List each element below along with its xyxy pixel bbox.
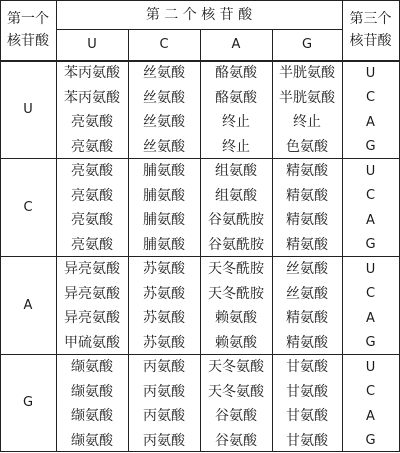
amino-acid-cell: 苯丙氨酸 bbox=[56, 61, 128, 86]
amino-acid-cell: 缬氨酸 bbox=[56, 380, 128, 405]
first-base-header-line: 核苷酸 bbox=[7, 30, 49, 52]
third-base-label: A bbox=[342, 306, 399, 331]
amino-acid-cell: 异亮氨酸 bbox=[56, 257, 128, 282]
amino-acid-cell: 亮氨酸 bbox=[56, 110, 128, 135]
amino-acid-cell: 酪氨酸 bbox=[200, 86, 272, 111]
amino-acid-cell: 丙氨酸 bbox=[128, 404, 200, 429]
amino-acid-cell: 亮氨酸 bbox=[56, 159, 128, 184]
third-base-header bbox=[342, 2, 399, 58]
amino-acid-cell: 丙氨酸 bbox=[128, 380, 200, 405]
amino-acid-cell: 天冬酰胺 bbox=[200, 282, 272, 307]
amino-acid-cell: 苏氨酸 bbox=[128, 306, 200, 331]
amino-acid-cell: 苏氨酸 bbox=[128, 282, 200, 307]
amino-acid-cell: 谷氨酸 bbox=[200, 404, 272, 429]
second-base-column-g: G bbox=[272, 29, 342, 60]
amino-acid-cell: 甘氨酸 bbox=[272, 429, 342, 453]
amino-acid-cell: 半胱氨酸 bbox=[272, 61, 342, 86]
amino-acid-cell: 精氨酸 bbox=[272, 208, 342, 233]
amino-acid-cell: 谷氨酰胺 bbox=[200, 233, 272, 258]
amino-acid-cell: 谷氨酰胺 bbox=[200, 208, 272, 233]
third-base-label: G bbox=[342, 429, 399, 453]
first-base-header bbox=[0, 2, 56, 58]
amino-acid-cell: 脯氨酸 bbox=[128, 184, 200, 209]
amino-acid-cell: 天冬酰胺 bbox=[200, 257, 272, 282]
amino-acid-cell: 天冬氨酸 bbox=[200, 380, 272, 405]
third-base-label: G bbox=[342, 135, 399, 160]
amino-acid-cell: 丝氨酸 bbox=[128, 110, 200, 135]
amino-acid-cell: 丝氨酸 bbox=[128, 61, 200, 86]
third-base-header-line: 第三个 bbox=[350, 8, 392, 30]
amino-acid-cell: 异亮氨酸 bbox=[56, 282, 128, 307]
amino-acid-cell: 精氨酸 bbox=[272, 306, 342, 331]
amino-acid-cell: 丝氨酸 bbox=[128, 86, 200, 111]
third-base-label: C bbox=[342, 282, 399, 307]
amino-acid-cell: 赖氨酸 bbox=[200, 306, 272, 331]
amino-acid-cell: 精氨酸 bbox=[272, 159, 342, 184]
amino-acid-cell: 脯氨酸 bbox=[128, 208, 200, 233]
amino-acid-cell: 亮氨酸 bbox=[56, 135, 128, 160]
amino-acid-cell: 天冬氨酸 bbox=[200, 355, 272, 380]
amino-acid-cell: 亮氨酸 bbox=[56, 233, 128, 258]
third-base-label: G bbox=[342, 331, 399, 356]
amino-acid-cell: 苏氨酸 bbox=[128, 257, 200, 282]
amino-acid-cell: 丝氨酸 bbox=[128, 135, 200, 160]
second-base-column-c: C bbox=[128, 29, 200, 60]
amino-acid-cell: 精氨酸 bbox=[272, 233, 342, 258]
first-base-header-line: 第一个 bbox=[7, 8, 49, 30]
amino-acid-cell: 终止 bbox=[200, 110, 272, 135]
first-base-label: G bbox=[0, 354, 56, 451]
amino-acid-cell: 色氨酸 bbox=[272, 135, 342, 160]
third-base-label: U bbox=[342, 61, 399, 86]
amino-acid-cell: 异亮氨酸 bbox=[56, 306, 128, 331]
third-base-label: U bbox=[342, 159, 399, 184]
amino-acid-cell: 脯氨酸 bbox=[128, 233, 200, 258]
second-base-header: 第 二 个 核 苷 酸 bbox=[56, 0, 342, 29]
amino-acid-cell: 丝氨酸 bbox=[272, 257, 342, 282]
amino-acid-cell: 甘氨酸 bbox=[272, 355, 342, 380]
amino-acid-cell: 半胱氨酸 bbox=[272, 86, 342, 111]
first-base-label: C bbox=[0, 158, 56, 256]
amino-acid-cell: 酪氨酸 bbox=[200, 61, 272, 86]
second-base-column-a: A bbox=[200, 29, 272, 60]
amino-acid-cell: 精氨酸 bbox=[272, 184, 342, 209]
amino-acid-cell: 终止 bbox=[200, 135, 272, 160]
third-base-label: G bbox=[342, 233, 399, 258]
third-base-label: A bbox=[342, 110, 399, 135]
amino-acid-cell: 组氨酸 bbox=[200, 184, 272, 209]
amino-acid-cell: 苯丙氨酸 bbox=[56, 86, 128, 111]
third-base-header-line: 核苷酸 bbox=[350, 30, 392, 52]
amino-acid-cell: 组氨酸 bbox=[200, 159, 272, 184]
third-base-label: C bbox=[342, 380, 399, 405]
amino-acid-cell: 缬氨酸 bbox=[56, 404, 128, 429]
first-base-label: A bbox=[0, 256, 56, 354]
third-base-label: A bbox=[342, 404, 399, 429]
amino-acid-cell: 丝氨酸 bbox=[272, 282, 342, 307]
third-base-label: U bbox=[342, 257, 399, 282]
third-base-label: A bbox=[342, 208, 399, 233]
second-base-column-u: U bbox=[56, 29, 128, 60]
third-base-label: U bbox=[342, 355, 399, 380]
first-base-label: U bbox=[0, 60, 56, 158]
amino-acid-cell: 甲硫氨酸 bbox=[56, 331, 128, 356]
amino-acid-cell: 亮氨酸 bbox=[56, 208, 128, 233]
amino-acid-cell: 赖氨酸 bbox=[200, 331, 272, 356]
third-base-label: C bbox=[342, 184, 399, 209]
third-base-label: C bbox=[342, 86, 399, 111]
amino-acid-cell: 谷氨酸 bbox=[200, 429, 272, 453]
amino-acid-cell: 缬氨酸 bbox=[56, 429, 128, 453]
amino-acid-cell: 苏氨酸 bbox=[128, 331, 200, 356]
amino-acid-cell: 丙氨酸 bbox=[128, 429, 200, 453]
amino-acid-cell: 终止 bbox=[272, 110, 342, 135]
amino-acid-cell: 亮氨酸 bbox=[56, 184, 128, 209]
amino-acid-cell: 丙氨酸 bbox=[128, 355, 200, 380]
amino-acid-cell: 精氨酸 bbox=[272, 331, 342, 356]
amino-acid-cell: 脯氨酸 bbox=[128, 159, 200, 184]
amino-acid-cell: 甘氨酸 bbox=[272, 404, 342, 429]
amino-acid-cell: 缬氨酸 bbox=[56, 355, 128, 380]
amino-acid-cell: 甘氨酸 bbox=[272, 380, 342, 405]
